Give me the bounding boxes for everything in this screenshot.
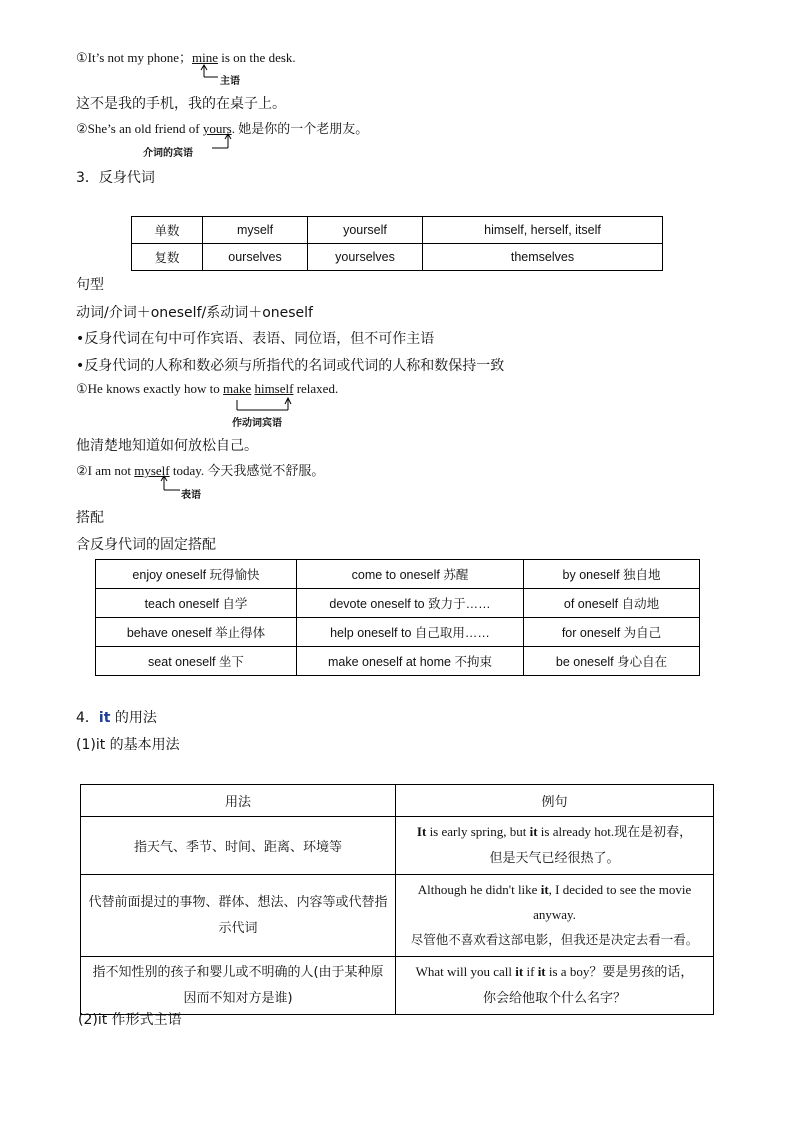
collocation-label: 搭配 bbox=[76, 510, 104, 526]
table-row: seat oneself 坐下 make oneself at home 不拘束 be oneself 身心自在 bbox=[96, 647, 700, 676]
reflexive-pronoun-table bbox=[131, 216, 663, 271]
arrow-up-icon bbox=[200, 64, 220, 80]
collocation-table bbox=[95, 559, 700, 676]
arrow-up-icon bbox=[210, 133, 232, 151]
translation: 这不是我的手机，我的在桌子上。 bbox=[76, 96, 286, 112]
example-3: ①He knows exactly how to make himself relaxed. bbox=[76, 381, 339, 396]
example-1: ①It’s not my phone；mine is on the desk. bbox=[76, 50, 296, 65]
grammar-tag: 表语 bbox=[181, 490, 201, 501]
arrow-up-icon bbox=[160, 475, 182, 493]
collocation-subtitle: 含反身代词的固定搭配 bbox=[76, 537, 216, 553]
table-header-row: 用法 例句 bbox=[81, 785, 714, 817]
underlined-word: himself bbox=[254, 381, 294, 396]
underlined-word: yours bbox=[202, 121, 232, 136]
example-number: ① bbox=[76, 381, 88, 396]
bullet-point: •反身代词的人称和数必须与所指代的名词或代词的人称和数保持一致 bbox=[76, 358, 505, 374]
table-row: teach oneself 自学 devote oneself to 致力于…… of oneself 自动地 bbox=[96, 589, 700, 618]
grammar-tag: 主语 bbox=[220, 76, 240, 87]
table-row: 指不知性别的孩子和婴儿或不明确的人(由于某种原因而不知对方是谁) What will you call it if it is a boy？要是男孩的话， 你会给他取个什么名字？ bbox=[81, 957, 714, 1015]
pattern-formula: 动词/介词＋oneself/系动词＋oneself bbox=[76, 305, 313, 321]
table-row: behave oneself 举止得体 help oneself to 自己取用…… for oneself 为自己 bbox=[96, 618, 700, 647]
grammar-tag: 作动词宾语 bbox=[232, 418, 282, 429]
underlined-word: mine bbox=[192, 50, 219, 65]
it-usage-table bbox=[80, 784, 714, 1015]
underlined-word: myself bbox=[134, 463, 170, 478]
translation: 他清楚地知道如何放松自己。 bbox=[76, 438, 258, 454]
underlined-word: make bbox=[223, 381, 252, 396]
table-row: 单数 myself yourself himself, herself, itself bbox=[132, 217, 663, 244]
example-number: ② bbox=[76, 121, 88, 136]
example-number: ② bbox=[76, 463, 88, 478]
subsection-heading: (2)it 作形式主语 bbox=[78, 1012, 182, 1028]
subsection-heading: (1)it 的基本用法 bbox=[76, 737, 180, 753]
table-row: enjoy oneself 玩得愉快 come to oneself 苏醒 by oneself 独自地 bbox=[96, 560, 700, 589]
example-number: ① bbox=[76, 50, 88, 65]
example-2: ②She’s an old friend of yours. 她是你的一个老朋友。 bbox=[76, 121, 369, 136]
table-row: 复数 ourselves yourselves themselves bbox=[132, 244, 663, 271]
section-heading: 3．反身代词 bbox=[76, 170, 155, 186]
section-heading: 4．it 的用法 bbox=[76, 710, 157, 726]
grammar-tag: 介词的宾语 bbox=[143, 148, 193, 159]
example-4: ②I am not myself today. 今天我感觉不舒服。 bbox=[76, 463, 325, 478]
bullet-point: •反身代词在句中可作宾语、表语、同位语，但不可作主语 bbox=[76, 331, 435, 347]
pattern-label: 句型 bbox=[76, 277, 104, 293]
table-row: 代替前面提过的事物、群体、想法、内容等或代替指示代词 Although he didn't like it, I decided to see the movie anyway. 尽管他不喜欢看这部电影，但我还是决定去看一看。 bbox=[81, 875, 714, 957]
table-row: 指天气、季节、时间、距离、环境等 It is early spring, but it is already hot.现在是初春， 但是天气已经很热了。 bbox=[81, 817, 714, 875]
bracket-arrow-icon bbox=[234, 397, 296, 413]
